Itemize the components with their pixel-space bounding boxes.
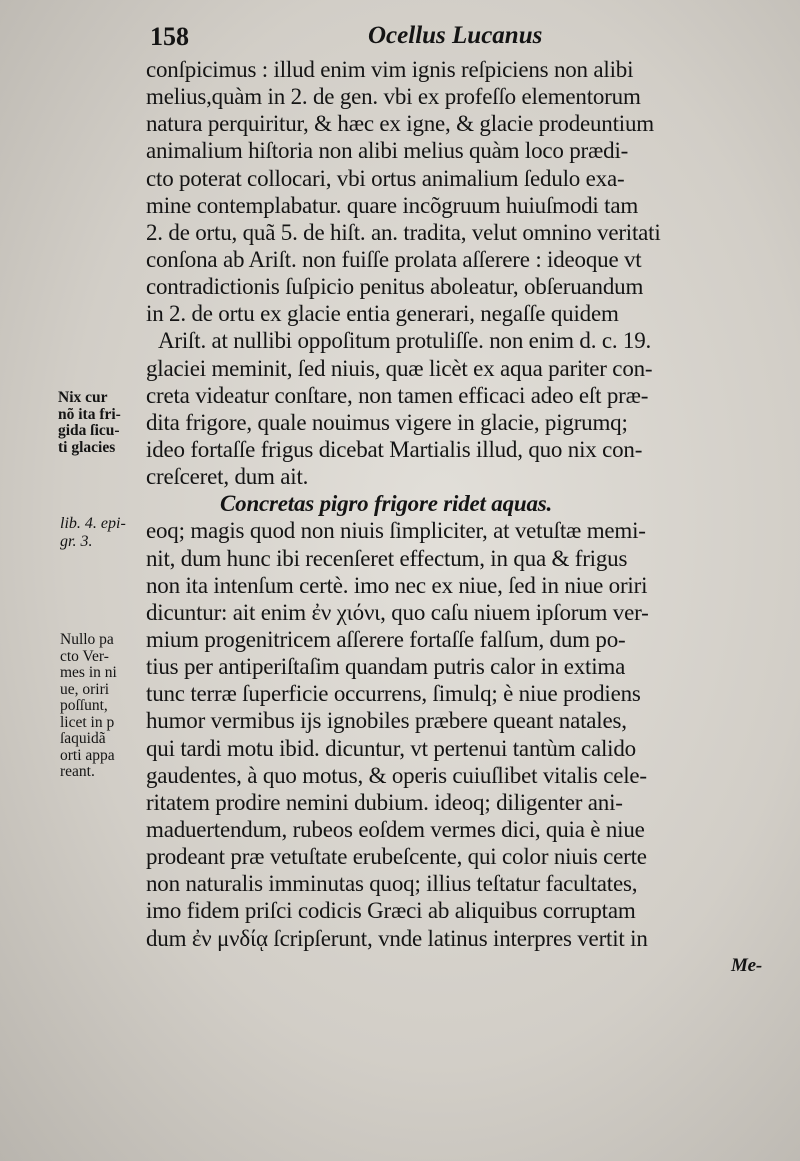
text-line: natura perquiritur, & hæc ex igne, & glacie prodeuntium: [146, 111, 654, 137]
text-line: mine contemplabatur. quare incõgruum huiuſmodi tam: [146, 192, 639, 218]
text-line: glaciei meminit, ſed niuis, quæ licèt ex aqua pariter con-: [146, 355, 653, 381]
text-line: mium progenitricem aſſerere fortaſſe falſum, dum po-: [146, 626, 626, 652]
text-line: humor vermibus ijs ignobiles præbere queant natales,: [146, 708, 627, 734]
text-line: dum ἐν μνδίᾳ ſcripſerunt, vnde latinus interpres vertit in: [146, 925, 648, 951]
margin-note-line: licet in p: [60, 713, 115, 731]
text-line: gaudentes, à quo motus, & operis cuiuſlibet vitalis cele-: [146, 762, 647, 788]
margin-note-line: Nullo pa: [60, 631, 114, 648]
margin-note-line: gida ſicu-: [58, 422, 120, 439]
margin-note-line: orti appa: [60, 746, 115, 764]
text-line: creſceret, dum ait.: [146, 464, 309, 490]
verse-quotation: Concretas pigro frigore ridet aquas.: [220, 491, 553, 517]
text-line: conſona ab Ariſt. non fuiſſe prolata aſſerere : ideoque vt: [146, 246, 642, 272]
text-line: ritatem prodire nemini dubium. ideoq; diligenter ani-: [146, 789, 623, 815]
text-line: maduertendum, rubeos eoſdem vermes dici, quia è niue: [146, 816, 645, 842]
margin-note-line: ſaquidã: [60, 730, 106, 747]
text-line: dicuntur: ait enim ἐν χιόνι, quo caſu niuem ipſorum ver-: [146, 599, 649, 625]
margin-note-line: Nix cur: [58, 389, 108, 406]
running-title: Ocellus Lucanus: [368, 22, 543, 49]
margin-note-line: poſſunt,: [60, 697, 108, 714]
text-line: nit, dum hunc ibi recenſeret effectum, in qua & frigus: [146, 545, 628, 571]
margin-note-line: lib. 4. epi-: [60, 515, 126, 532]
text-line: dita frigore, quale nouimus vigere in glacie, pigrumq;: [146, 409, 628, 435]
text-line: in 2. de ortu ex glacie entia generari, negaſſe quidem: [146, 301, 619, 327]
text-line: ideo fortaſſe frigus dicebat Martialis illud, quo nix con-: [146, 436, 643, 462]
text-line: contradictionis ſuſpicio penitus aboleatur, obſeruandum: [146, 274, 644, 300]
margin-note-line: reant.: [60, 763, 95, 780]
text-line: melius,quàm in 2. de gen. vbi ex profeſſo elementorum: [146, 84, 641, 110]
margin-note-line: mes in ni: [60, 664, 117, 681]
text-line: cto poterat collocari, vbi ortus animalium ſedulo exa-: [146, 165, 625, 191]
text-line: prodeant præ vetuſtate erubeſcente, qui color niuis certe: [146, 844, 647, 870]
text-line: Ariſt. at nullibi oppoſitum protuliſſe. non enim d. c. 19.: [158, 328, 652, 354]
catchword: Me-: [730, 954, 762, 976]
text-line: 2. de ortu, quã 5. de hiſt. an. tradita, velut omnino veritati: [146, 219, 661, 245]
text-line: imo fidem priſci codicis Græci ab aliquibus corruptam: [146, 898, 636, 924]
page-number: 158: [150, 22, 189, 51]
text-line: tius per antiperiſtaſim quandam putris calor in extima: [146, 654, 626, 680]
margin-note-line: cto Ver-: [60, 647, 109, 665]
page-header: [150, 22, 740, 58]
text-line: eoq; magis quod non niuis ſimpliciter, at vetuſtæ memi-: [146, 518, 646, 544]
text-line: conſpicimus : illud enim vim ignis reſpiciens non alibi: [146, 57, 634, 82]
text-line: non naturalis imminutas quoq; illius teſtatur facultates,: [146, 871, 638, 897]
main-text: [146, 56, 774, 979]
margin-note-reference: [60, 515, 126, 551]
margin-note-line: nõ ita fri-: [58, 405, 121, 423]
text-line: creta videatur conſtare, non tamen efficaci adeo eſt præ-: [146, 382, 649, 408]
margin-note-line: ue, oriri: [60, 680, 110, 698]
text-line: animalium hiſtoria non alibi melius quàm loco prædi-: [146, 138, 629, 164]
margin-note-line: gr. 3.: [60, 533, 93, 550]
text-line: tunc terræ ſuperficie occurrens, ſimulq; è niue prodiens: [146, 681, 641, 707]
text-line: qui tardi motu ibid. dicuntur, vt pertenui tantùm calido: [146, 735, 636, 761]
margin-note-worms: [60, 632, 117, 781]
margin-note-snow: [58, 390, 121, 456]
text-line: non ita intenſum certè. imo nec ex niue, ſed in niue oriri: [146, 572, 648, 598]
margin-note-line: ti glacies: [58, 438, 116, 456]
